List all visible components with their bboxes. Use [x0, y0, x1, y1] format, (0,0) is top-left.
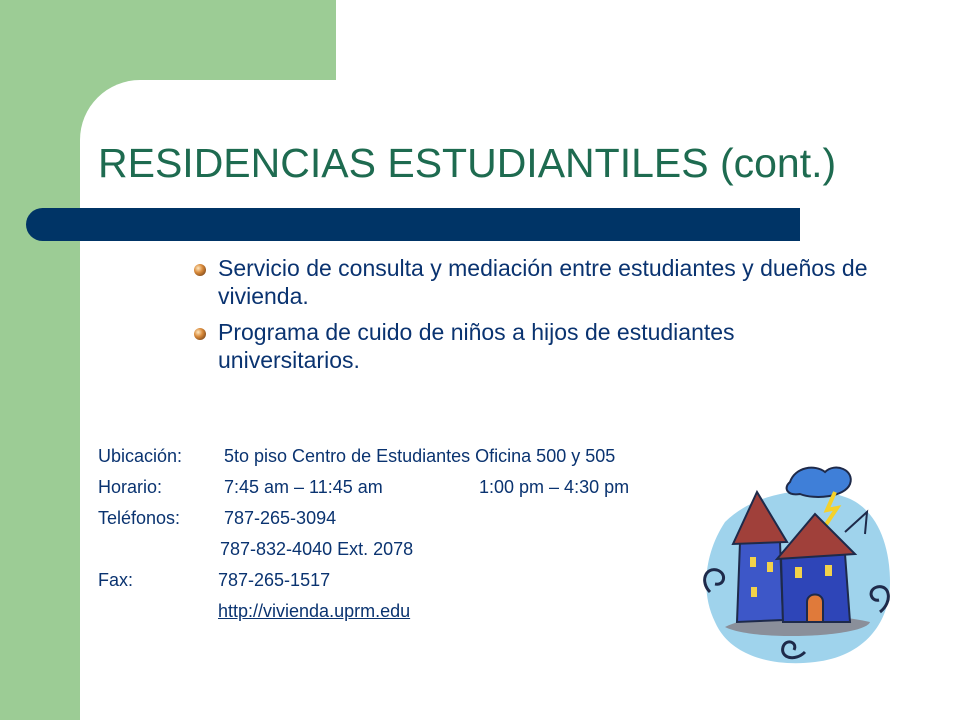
- location-value: 5to piso Centro de Estudiantes Oficina 500 y 505: [224, 446, 616, 466]
- house-clipart-icon: [695, 462, 895, 672]
- phones-label: Teléfonos:: [98, 508, 181, 528]
- schedule-afternoon: 1:00 pm – 4:30 pm: [479, 477, 630, 497]
- website-link[interactable]: http://vivienda.uprm.edu: [218, 601, 411, 621]
- bullet-text: Programa de cuido de niños a hijos de estudiantes universitarios.: [218, 319, 735, 373]
- fax-value: 787-265-1517: [218, 570, 331, 590]
- bullet-icon: [194, 264, 206, 276]
- bullet-list: [194, 254, 874, 382]
- location-label: Ubicación:: [98, 446, 183, 466]
- bullet-icon: [194, 328, 206, 340]
- phone-1: 787-265-3094: [224, 508, 337, 528]
- bullet-text: Servicio de consulta y mediación entre estudiantes y dueños de vivienda.: [218, 255, 868, 309]
- phone-2: 787-832-4040 Ext. 2078: [220, 539, 414, 559]
- schedule-morning: 7:45 am – 11:45 am: [224, 477, 383, 497]
- bullet-item: [194, 254, 874, 310]
- title-underline-bar: [26, 208, 800, 241]
- bullet-item: [194, 318, 874, 374]
- fax-label: Fax:: [98, 570, 134, 590]
- schedule-label: Horario:: [98, 477, 163, 497]
- slide-title: RESIDENCIAS ESTUDIANTILES (cont.): [98, 140, 837, 186]
